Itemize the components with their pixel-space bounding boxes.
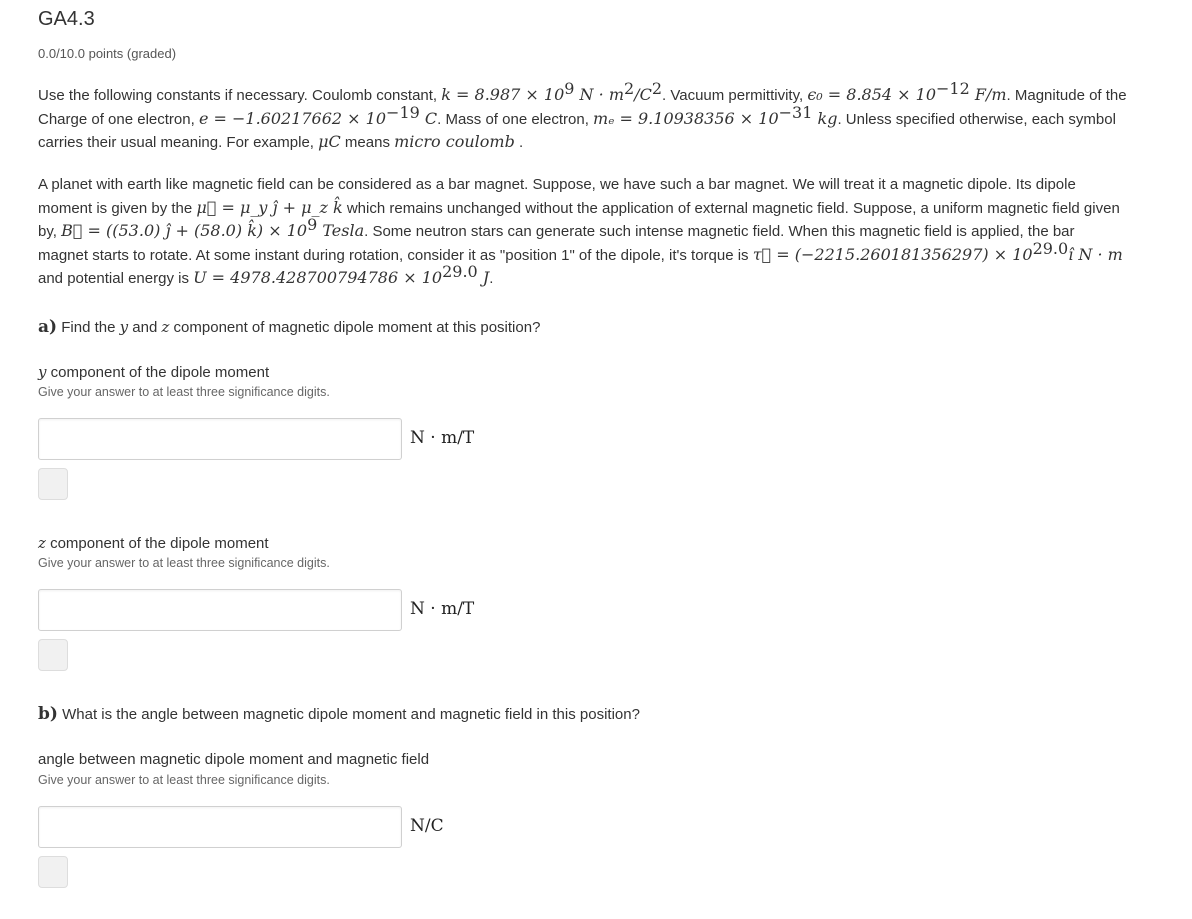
text: means	[340, 134, 395, 151]
math: μ⃗ = μ_y ĵ + μ_z k̂	[196, 197, 343, 217]
math: y	[38, 363, 47, 381]
text: .	[514, 134, 524, 151]
math: y	[119, 318, 129, 336]
points-status: 0.0/10.0 points (graded)	[38, 46, 177, 61]
z-component-unit: N · m/T	[410, 599, 475, 619]
math: ϵ₀ = 8.854 × 10	[807, 85, 937, 104]
z-component-hint: Give your answer to at least three significance digits.	[38, 556, 330, 570]
math-exp: −31	[778, 102, 813, 122]
math: mₑ = 9.10938356 × 10	[593, 108, 779, 128]
y-component-unit: N · m/T	[410, 428, 475, 448]
problem-paragraph	[38, 174, 1128, 291]
math: z	[161, 318, 170, 336]
text: Use the following constants if necessary. Coulomb constant,	[38, 87, 442, 104]
z-component-input[interactable]	[38, 589, 402, 631]
math-exp: 9	[307, 215, 318, 234]
math-exp: 9	[564, 79, 575, 98]
angle-unit: N/C	[410, 816, 444, 836]
math-exp: −12	[936, 79, 970, 98]
math: τ⃗ = (−2215.260181356297) × 10	[752, 244, 1033, 264]
text: which remains unchanged without the application of external magnetic field. Suppose, a uniform magnetic field given by,	[38, 199, 1120, 240]
math: î N · m	[1068, 244, 1123, 264]
math: C	[419, 108, 438, 128]
math: micro coulomb	[394, 132, 515, 151]
math: k = 8.987 × 10	[441, 85, 565, 104]
z-component-submit-button[interactable]	[38, 639, 68, 671]
math-exp: 2	[651, 79, 662, 98]
text: . Vacuum permittivity,	[662, 87, 808, 104]
y-component-submit-button[interactable]	[38, 468, 68, 500]
part-a-question	[38, 317, 540, 337]
text: Find the	[57, 319, 120, 336]
text: component of the dipole moment	[46, 364, 270, 381]
text: component of the dipole moment	[45, 535, 269, 552]
text: . Unless specified otherwise, each symbol carries their usual meaning. For example,	[38, 110, 1116, 151]
text: . Some neutron stars can generate such intense magnetic field. When this magnetic field is applied, the bar magnet starts to rotate. At some instant during rotation, consider it as "position 1" of the dipole, it's torque is	[38, 223, 1075, 264]
math: F/m	[969, 85, 1007, 104]
y-component-label	[38, 363, 269, 381]
z-component-label	[38, 534, 269, 552]
math: kg	[812, 108, 838, 128]
math: e = −1.60217662 × 10	[198, 108, 387, 128]
text: What is the angle between magnetic dipole moment and magnetic field in this position?	[57, 706, 640, 723]
text: .	[489, 270, 494, 287]
text: . Mass of one electron,	[437, 110, 594, 128]
math: /C	[634, 85, 652, 104]
math: N · m	[574, 85, 624, 104]
math-exp: 2	[623, 79, 635, 98]
math: U = 4978.428700794786 × 10	[193, 268, 443, 287]
text: . Magnitude of the Charge of one electron,	[38, 87, 1127, 128]
problem-title: GA4.3	[38, 8, 95, 30]
math: J	[477, 268, 490, 287]
text: A planet with earth like magnetic field can be considered as a bar magnet. Suppose, we have such a bar magnet. We will treat it a magnetic dipole. Its dipole moment is given by the	[38, 176, 1076, 217]
text: and	[128, 319, 162, 336]
part-label: a)	[38, 317, 58, 337]
text: component of magnetic dipole moment at this position?	[169, 319, 541, 336]
y-component-input[interactable]	[38, 418, 402, 460]
angle-hint: Give your answer to at least three significance digits.	[38, 773, 330, 787]
part-label: b)	[38, 704, 58, 724]
angle-label: angle between magnetic dipole moment and magnetic field	[38, 751, 430, 768]
math-exp: −19	[386, 102, 420, 122]
math: z	[38, 534, 46, 552]
text: and potential energy is	[38, 270, 194, 287]
math-exp: 29.0	[1032, 238, 1069, 258]
angle-submit-button[interactable]	[38, 856, 68, 888]
math: μC	[318, 132, 341, 151]
math: B⃗ = ((53.0) ĵ + (58.0) k̂) × 10	[61, 221, 308, 240]
y-component-hint: Give your answer to at least three significance digits.	[38, 385, 330, 399]
angle-input[interactable]	[38, 806, 402, 848]
part-b-question	[38, 704, 640, 724]
math-exp: 29.0	[442, 262, 478, 281]
math: Tesla	[317, 221, 365, 240]
constants-paragraph	[38, 79, 1128, 155]
